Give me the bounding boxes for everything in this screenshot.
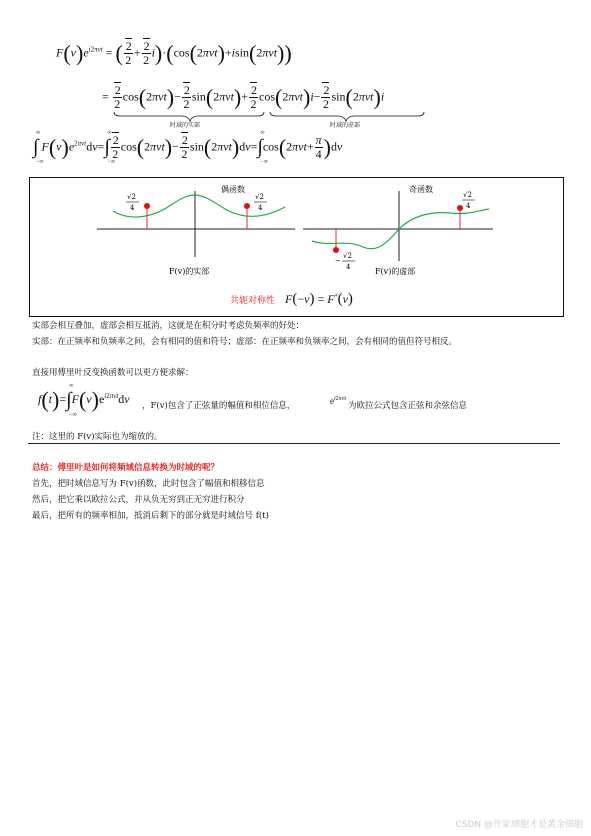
equation-line-3: ∫ ∞ −∞ $F(v)e^{2\pi vt}dv=\int$ ∞ −∞ $\frac{2}{2}$ cos(2πvt)− $\frac{2}{2}$ sin(2πvt)dv=∫ ∞ −∞ cos(2πvt+ $\frac{\pi}{4}$ )dv: [33, 130, 343, 165]
text-line-1: 实部会相互叠加，虚部会相互抵消，这就是在积分时考虑负频率的好处：: [32, 321, 305, 331]
real-dot-pos: [244, 203, 250, 209]
imag-label-pos-den: 4: [466, 202, 471, 210]
watermark: CSDN @作家细胞才是黄金细胞: [455, 820, 583, 830]
real-label-pos-num: √2: [255, 193, 264, 201]
summary-title: 总结：傅里叶是如何将频域信息转换为时域的呢？: [32, 463, 220, 473]
imag-dot-neg: [333, 247, 339, 253]
imag-dot-pos: [457, 205, 463, 211]
equation-line-2: = $\frac{2}{2}$ cos(2πvt)− $\frac{2}{2}$ sin(2πvt)+ $\frac{2}{2}$ cos(2πvt)i− $\frac{2}{2}$ sin(2πvt)i: [102, 83, 385, 111]
summary-step-2: 然后，把它乘以欧拉公式，并从负无穷到正无穷进行积分: [32, 495, 245, 505]
underbraces: [112, 111, 432, 125]
inverse-fourier-equation: f(t)=∫ ∞ −∞ $F(v)e^{i2\pi vt}dv$: [38, 382, 130, 418]
divider: [28, 443, 560, 444]
real-label-neg-num: √2: [127, 193, 136, 201]
real-label-pos-den: 4: [258, 204, 263, 212]
real-dot-neg: [144, 203, 150, 209]
summary-step-1: 首先，把时域信息写为 F(v)函数，此时包含了幅值和相移信息: [32, 479, 265, 489]
text-line-3: 直接用傅里叶反变换函数可以更方便求解：: [32, 368, 194, 378]
conj-formula: F(−v) = F*(v): [285, 291, 353, 307]
imag-caption: F(v)的虚部: [375, 267, 416, 276]
brace-real-label: 时域的实部: [170, 122, 201, 129]
odd-label: 奇函数: [409, 185, 433, 194]
even-label: 偶函数: [221, 185, 245, 194]
real-caption: F(v)的实部: [169, 267, 210, 276]
imag-label-neg-sign: −: [335, 257, 341, 265]
imag-label-neg-num: √2: [343, 252, 352, 260]
inverse-explain-a: ，F(v)包含了正弦量的幅值和相位信息，: [142, 401, 296, 411]
note-line: 注：这里的 F(v)实际也为缩放的。: [32, 432, 163, 442]
inverse-explain-b: 为欧拉公式包含正弦和余弦信息: [348, 401, 468, 411]
text-line-2: 实部：在正频率和负频率之间，会有相同的值和符号；虚部：在正频率和负频率之间，会有相同的值但符号相反。: [32, 337, 458, 347]
real-label-neg-den: 4: [130, 204, 135, 212]
euler-term: $e^{i2\pi vt}$: [330, 396, 347, 406]
equation-line-1: $F(v)e^{i2\pi vt}$ = ( $\frac{2}{2}$ + $\frac{2}{2}$ i)·(cos(2πvt)+isin(2πvt)): [56, 39, 292, 67]
imag-label-neg-den: 4: [346, 263, 351, 271]
summary-step-3: 最后，把所有的频率相加，抵消后剩下的部分就是时域信号 f(t): [32, 511, 269, 521]
brace-imag-label: 时域的虚部: [330, 122, 361, 129]
conj-label: 共轭对称性: [230, 296, 276, 306]
imag-label-pos-num: √2: [463, 191, 472, 199]
